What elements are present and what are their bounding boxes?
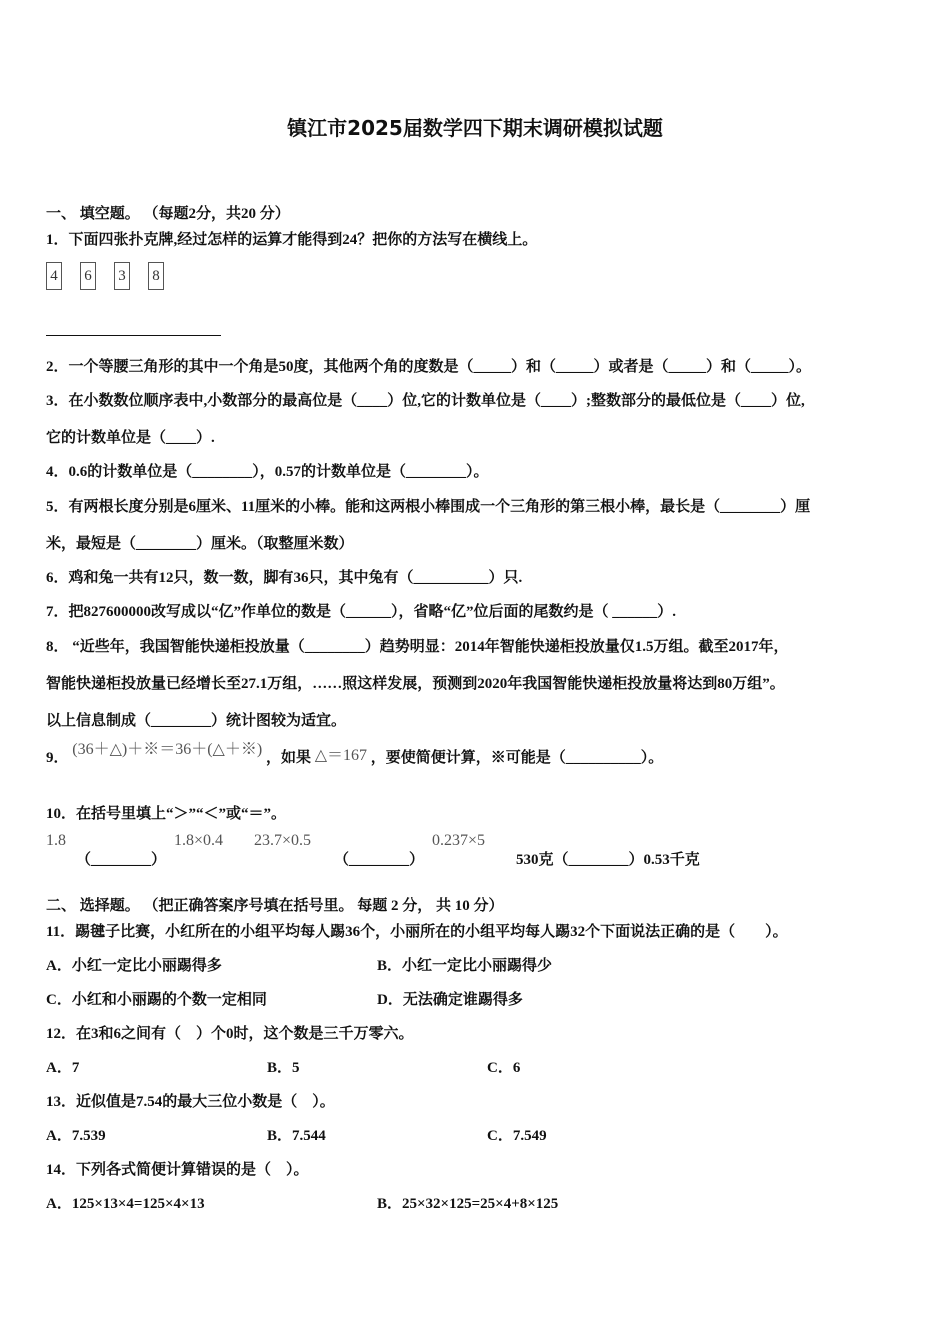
question-8-line-2: 智能快递柜投放量已经增长至27.1万组，……照这样发展，预测到2020年我国智能快递柜投放量将达到80万组”。 bbox=[46, 676, 785, 692]
question-9 bbox=[46, 741, 664, 767]
compare-3: 530克（________）0.53千克 bbox=[516, 852, 700, 868]
question-1: 1．下面四张扑克牌,经过怎样的运算才能得到24？把你的方法写在横线上。 bbox=[46, 232, 538, 248]
card-4: 8 bbox=[148, 262, 164, 290]
question-9-end: ，要使简便计算，※可能是（__________）。 bbox=[370, 750, 664, 766]
question-4: 4．0.6的计数单位是（________），0.57的计数单位是（________）。 bbox=[46, 464, 489, 480]
question-9-mid: ，如果 bbox=[265, 750, 311, 766]
compare-left-2: 23.7×0.5 bbox=[254, 832, 312, 849]
question-7: 7．把827600000改写成以“亿”作单位的数是（______），省略“亿”位后面的尾数约是（ ______）. bbox=[46, 604, 677, 620]
q12-option-a: A．7 bbox=[46, 1060, 80, 1076]
question-8-line-1: 8． “近些年，我国智能快递柜投放量（________）趋势明显：2014年智能快递柜投放量仅1.5万组。截至2017年， bbox=[46, 639, 789, 655]
q12-option-c: C．6 bbox=[487, 1060, 521, 1076]
question-5-line-2: 米，最短是（________）厘米。（取整厘米数） bbox=[46, 536, 354, 552]
compare-right-1: 1.8×0.4 bbox=[174, 832, 224, 849]
question-9-expression: (36＋△)＋※＝36＋(△＋※) bbox=[72, 741, 263, 758]
question-12: 12．在3和6之间有（ ）个0时，这个数是三千万零六。 bbox=[46, 1026, 414, 1042]
question-9-condition: △＝167 bbox=[314, 747, 368, 764]
section-2-heading: 二、 选择题。 （把正确答案序号填在括号里。 每题 2 分， 共 10 分） bbox=[46, 898, 504, 914]
q11-option-c: C．小红和小丽踢的个数一定相同 bbox=[46, 992, 267, 1008]
card-2: 6 bbox=[80, 262, 96, 290]
question-9-number: 9． bbox=[46, 750, 69, 766]
compare-right-2: 0.237×5 bbox=[432, 832, 486, 849]
compare-blank-1: （________） bbox=[76, 852, 167, 868]
compare-blank-2: （________） bbox=[334, 852, 425, 868]
q13-option-b: B．7.544 bbox=[267, 1128, 326, 1144]
q11-option-d: D．无法确定谁踢得多 bbox=[377, 992, 523, 1008]
question-6: 6．鸡和兔一共有12只，数一数，脚有36只，其中兔有（__________）只. bbox=[46, 570, 523, 586]
page-title: 镇江市2025届数学四下期末调研模拟试题 bbox=[287, 116, 663, 140]
question-3-line-1: 3．在小数数位顺序表中,小数部分的最高位是（____）位,它的计数单位是（____）;整数部分的最低位是（____）位, bbox=[46, 393, 805, 409]
question-2: 2．一个等腰三角形的其中一个角是50度，其他两个角的度数是（_____）和（_____）或者是（_____）和（_____）。 bbox=[46, 359, 812, 375]
question-10: 10．在括号里填上“＞”“＜”或“＝”。 bbox=[46, 806, 287, 822]
q13-option-a: A．7.539 bbox=[46, 1128, 106, 1144]
card-3: 3 bbox=[114, 262, 130, 290]
section-1-heading: 一、 填空题。 （每题2分，共20 分） bbox=[46, 206, 290, 222]
playing-cards bbox=[46, 262, 164, 290]
q12-option-b: B．5 bbox=[267, 1060, 300, 1076]
q11-option-a: A．小红一定比小丽踢得多 bbox=[46, 958, 222, 974]
q14-option-a: A．125×13×4=125×4×13 bbox=[46, 1196, 205, 1212]
question-13: 13．近似值是7.54的最大三位小数是（ ）。 bbox=[46, 1094, 335, 1110]
q11-option-b: B．小红一定比小丽踢得少 bbox=[377, 958, 553, 974]
compare-left-1: 1.8 bbox=[46, 832, 66, 849]
question-5-line-1: 5．有两根长度分别是6厘米、11厘米的小棒。能和这两根小棒围成一个三角形的第三根小棒，最长是（________）厘 bbox=[46, 499, 811, 515]
q14-option-b: B．25×32×125=25×4+8×125 bbox=[377, 1196, 559, 1212]
question-14: 14．下列各式简便计算错误的是（ ）。 bbox=[46, 1162, 309, 1178]
question-10-comparisons bbox=[46, 832, 906, 872]
question-11: 11．踢毽子比赛，小红所在的小组平均每人踢36个，小丽所在的小组平均每人踢32个下面说法正确的是（ ）。 bbox=[46, 924, 788, 940]
question-8-line-3: 以上信息制成（________）统计图较为适宜。 bbox=[46, 713, 347, 729]
q13-option-c: C．7.549 bbox=[487, 1128, 547, 1144]
answer-blank-line bbox=[46, 335, 221, 336]
question-3-line-2: 它的计数单位是（____）. bbox=[46, 430, 215, 446]
card-1: 4 bbox=[46, 262, 62, 290]
